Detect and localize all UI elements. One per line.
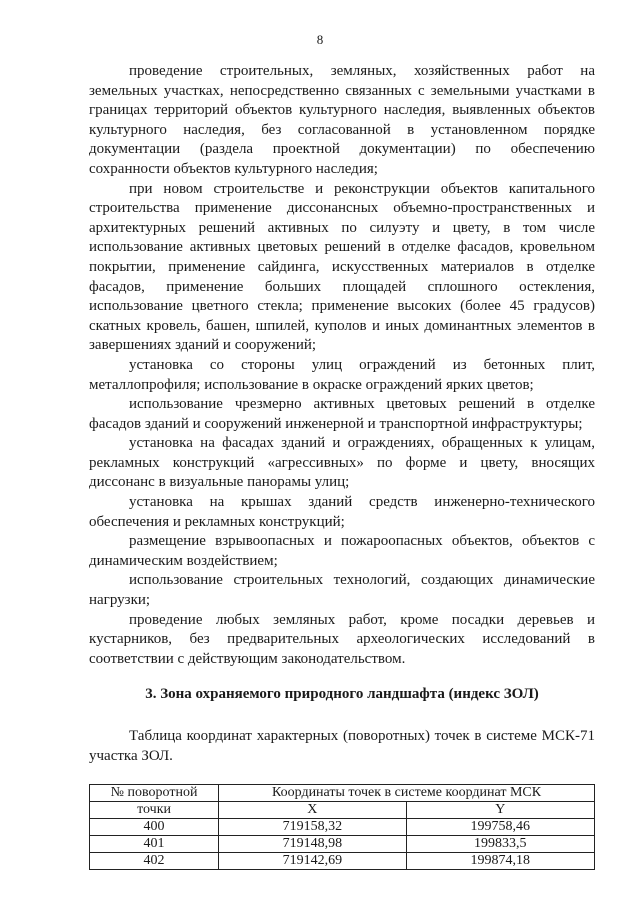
table-row — [90, 853, 595, 870]
document-body — [89, 62, 595, 870]
table-row — [90, 819, 595, 836]
table-row — [90, 836, 595, 853]
cell-point: 400 — [90, 819, 219, 836]
cell-point: 401 — [90, 836, 219, 853]
header-coords: Координаты точек в системе координат МСК — [219, 785, 595, 802]
cell-y: 199758,46 — [406, 819, 594, 836]
cell-y: 199833,5 — [406, 836, 594, 853]
cell-x: 719142,69 — [219, 853, 406, 870]
paragraph: при новом строительстве и реконструкции объектов капитального строительства применение диссонансных объемно-пространственных и архитектурных решений активных по силуэту и цвету, в том числе использование активных цветовых решений в отделке фасадов, кровельном покрытии, применение сайдинга, искусственных материалов в отделке фасадов, применение больших площадей сплошного остекления, использование цветного стекла; применение высоких (более 45 градусов) скатных кровель, башен, шпилей, куполов и иных доминантных элементов в завершениях зданий и сооружений; — [89, 180, 595, 354]
paragraph: установка со стороны улиц ограждений из бетонных плит, металлопрофиля; использование в окраске ограждений ярких цветов; — [89, 356, 595, 393]
header-x: X — [219, 802, 406, 819]
paragraph: проведение любых земляных работ, кроме посадки деревьев и кустарников, без предварительных археологических исследований в соответствии с действующим законодательством. — [89, 611, 595, 667]
paragraph: установка на крышах зданий средств инженерно-технического обеспечения и рекламных конструкций; — [89, 494, 595, 530]
section-heading: 3. Зона охраняемого природного ландшафта (индекс ЗОЛ) — [145, 686, 539, 703]
cell-x: 719148,98 — [219, 836, 406, 853]
paragraph: проведение строительных, земляных, хозяйственных работ на земельных участках, непосредственно связанных с земельными участками в границах территорий объектов культурного наследия, выявленных объектов культурного наследия, без согласованной в установленном порядке документации (раздела проектной документации) по обеспечению сохранности объектов культурного наследия; — [89, 63, 595, 177]
coordinates-table — [89, 784, 595, 870]
paragraph: использование строительных технологий, создающих динамические нагрузки; — [89, 572, 595, 609]
table-subheader-row — [90, 802, 595, 819]
cell-point: 402 — [90, 853, 219, 870]
header-point-line1: № поворотной — [90, 785, 219, 802]
paragraph: установка на фасадах зданий и ограждениях, обращенных к улицам, рекламных конструкций «агрессивных» по форме и цвету, вносящих диссонанс в визуальные панорамы улиц; — [89, 435, 595, 491]
cell-y: 199874,18 — [406, 853, 594, 870]
table-caption: Таблица координат характерных (поворотных) точек в системе МСК-71 участка ЗОЛ. — [89, 728, 595, 764]
table-header-row — [90, 785, 595, 802]
cell-x: 719158,32 — [219, 819, 406, 836]
paragraph: размещение взрывоопасных и пожароопасных объектов, объектов с динамическим воздействием; — [89, 533, 595, 569]
header-point-line2: точки — [90, 802, 219, 819]
header-y: Y — [406, 802, 594, 819]
paragraph: использование чрезмерно активных цветовых решений в отделке фасадов зданий и сооружений инженерной и транспортной инфраструктуры; — [89, 396, 595, 432]
page-number: 8 — [316, 32, 324, 47]
